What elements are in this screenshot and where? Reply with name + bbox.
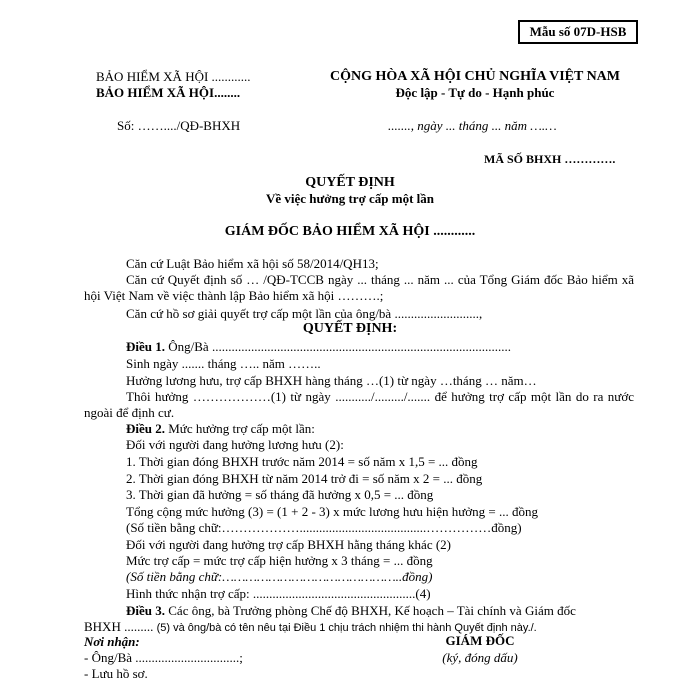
document-subtitle: Về việc hưởng trợ cấp một lần xyxy=(265,191,435,206)
article-1-dob: Sinh ngày ....... tháng ….. năm …….. xyxy=(126,356,321,371)
article-1-pension: Hưởng lương hưu, trợ cấp BHXH hàng tháng …(1) từ ngày …tháng … năm… xyxy=(126,373,537,388)
article-2-allowance: Mức trợ cấp = mức trợ cấp hiện hưởng x 3 tháng = ... đồng xyxy=(126,553,433,568)
issue-date: ......., ngày ... tháng ... năm ….… xyxy=(388,118,557,133)
agency-name: BẢO HIỂM XÃ HỘI........ xyxy=(96,85,241,100)
signature-title: GIÁM ĐỐC xyxy=(445,633,515,648)
signature-note: (ký, đóng dấu) xyxy=(442,650,518,665)
recipient-1: - Ông/Bà ................................; xyxy=(84,650,243,665)
article-2-words-2: (Số tiền bằng chữ:………………………………………..đồng) xyxy=(126,569,433,584)
article-2-item-2: 2. Thời gian đóng BHXH từ năm 2014 trở đi = số năm x 2 = ... đồng xyxy=(126,471,483,486)
article-3-label: Điều 3. xyxy=(126,603,165,618)
document-title: QUYẾT ĐỊNH xyxy=(305,175,395,190)
legal-basis-3: Căn cứ hồ sơ giải quyết trợ cấp một lần của ông/bà .........................., xyxy=(126,306,483,321)
article-2-group-1: Đối với người đang hưởng lương hưu (2): xyxy=(126,437,344,452)
recipients-title: Nơi nhận: xyxy=(84,634,140,649)
article-1-stop: Thôi hưởng ………………(1) từ ngày .........../........./....... để hưởng trợ cấp một lần do ra nước ngoài để định cư. xyxy=(84,389,634,420)
article-2-heading xyxy=(126,421,315,437)
article-3-heading xyxy=(126,603,576,619)
form-code-box: Mẫu số 07D-HSB xyxy=(518,20,638,44)
legal-basis-1: Căn cứ Luật Bảo hiểm xã hội số 58/2014/QH13; xyxy=(126,256,379,271)
article-2-total: Tổng cộng mức hưởng (3) = (1 + 2 - 3) x mức lương hưu hiện hưởng = ... đồng xyxy=(126,504,539,519)
article-2-group-2: Đối với người đang hưởng trợ cấp BHXH hằng tháng khác (2) xyxy=(126,537,451,552)
article-3-line-2b: (5) và ông/bà có tên nêu tại Điều 1 chịu trách nhiệm thi hành Quyết định này./. xyxy=(156,622,537,634)
bhxh-code: MÃ SỐ BHXH …………. xyxy=(484,152,616,166)
article-2-text: Mức hưởng trợ cấp một lần: xyxy=(165,421,315,436)
article-1-text: Ông/Bà ............................................................................................ xyxy=(165,339,511,354)
article-3-line-2a: BHXH ......... xyxy=(84,619,157,634)
article-1-heading xyxy=(126,339,511,355)
article-3-text: Các ông, bà Trưởng phòng Chế độ BHXH, Kế hoạch – Tài chính và Giám đốc xyxy=(165,603,576,618)
article-2-words-1: (Số tiền bằng chữ:……………….......................................……………đồng) xyxy=(126,520,522,535)
agency-parent: BẢO HIỂM XÃ HỘI ............ xyxy=(96,69,251,84)
article-1-label: Điều 1. xyxy=(126,339,165,354)
issuing-authority: GIÁM ĐỐC BẢO HIỂM XÃ HỘI ............ xyxy=(224,224,476,239)
article-2-method: Hình thức nhận trợ cấp: ..................................................(4) xyxy=(126,586,431,601)
article-2-item-1: 1. Thời gian đóng BHXH trước năm 2014 = số năm x 1,5 = ... đồng xyxy=(126,454,478,469)
legal-basis-2: Căn cứ Quyết định số … /QĐ-TCCB ngày ... tháng ... năm ... của Tổng Giám đốc Bảo hiểm xã hội Việt Nam về việc thành lập Bảo hiểm xã hội ……….; xyxy=(84,272,634,303)
article-2-item-3: 3. Thời gian đã hưởng = số tháng đã hưởng x 0,5 = ... đồng xyxy=(126,487,434,502)
nation-title: CỘNG HÒA XÃ HỘI CHỦ NGHĨA VIỆT NAM xyxy=(329,69,620,84)
decision-number: Số: ……..../QĐ-BHXH xyxy=(117,118,241,133)
decides-heading: QUYẾT ĐỊNH: xyxy=(302,321,398,336)
nation-motto: Độc lập - Tự do - Hạnh phúc xyxy=(395,85,555,100)
article-2-label: Điều 2. xyxy=(126,421,165,436)
recipient-2: - Lưu hồ sơ. xyxy=(84,666,148,681)
